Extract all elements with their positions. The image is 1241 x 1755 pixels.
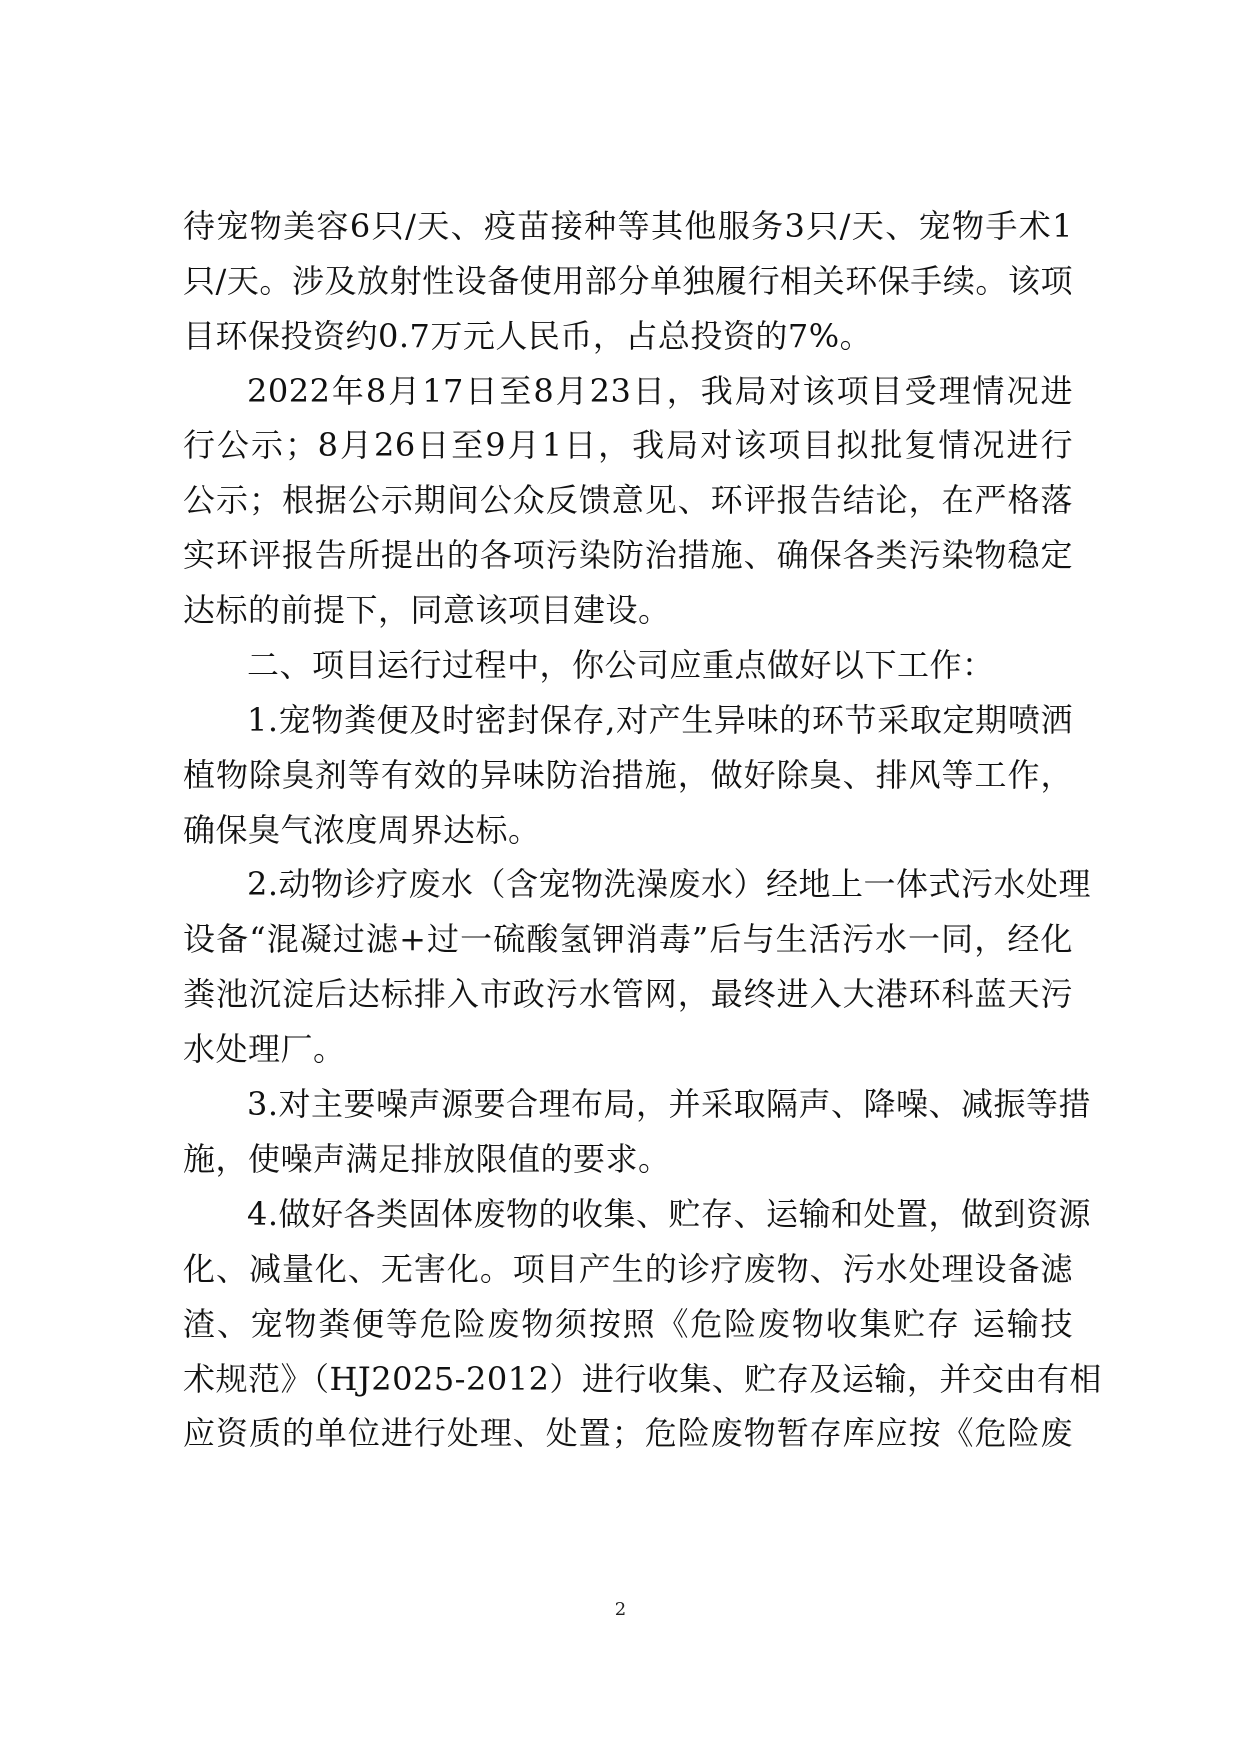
text-line: 行公示；8月26日至9月1日，我局对该项目拟批复情况进行: [183, 426, 1073, 464]
text-line: 2.动物诊疗废水（含宠物洗澡废水）经地上一体式污水处理: [247, 865, 1092, 903]
text-line: 2022年8月17日至8月23日，我局对该项目受理情况进: [247, 372, 1073, 410]
text-line: 应资质的单位进行处理、处置；危险废物暂存库应按《危险废: [183, 1414, 1073, 1452]
text-line: 3.对主要噪声源要合理布局，并采取隔声、降噪、减振等措: [247, 1085, 1092, 1123]
text-line: 水处理厂。: [183, 1030, 346, 1068]
text-line: 渣、宠物粪便等危险废物须按照《危险废物收集贮存 运输技: [183, 1305, 1073, 1343]
text-line: 化、减量化、无害化。项目产生的诊疗废物、污水处理设备滤: [183, 1250, 1073, 1288]
text-line: 1.宠物粪便及时密封保存,对产生异味的环节采取定期喷洒: [247, 701, 1073, 739]
text-line: 公示；根据公示期间公众反馈意见、环评报告结论，在严格落: [183, 481, 1073, 519]
text-line: 只/天。涉及放射性设备使用部分单独履行相关环保手续。该项: [183, 262, 1073, 300]
text-line: 4.做好各类固体废物的收集、贮存、运输和处置，做到资源: [247, 1195, 1092, 1233]
text-line: 确保臭气浓度周界达标。: [183, 811, 541, 849]
section-heading: 二、项目运行过程中，你公司应重点做好以下工作：: [247, 646, 995, 684]
text-line: 目环保投资约0.7万元人民币，占总投资的7%。: [183, 317, 873, 355]
text-line: 术规范》（HJ2025-2012）进行收集、贮存及运输，并交由有相: [183, 1360, 1102, 1398]
text-line: 设备“混凝过滤+过一硫酸氢钾消毒”后与生活污水一同，经化: [183, 920, 1073, 958]
text-line: 植物除臭剂等有效的异味防治措施，做好除臭、排风等工作，: [183, 756, 1073, 794]
text-line: 施，使噪声满足排放限值的要求。: [183, 1140, 671, 1178]
text-line: 达标的前提下，同意该项目建设。: [183, 591, 671, 629]
page-number: 2: [614, 1599, 627, 1620]
text-line: 粪池沉淀后达标排入市政污水管网，最终进入大港环科蓝天污: [183, 975, 1073, 1013]
text-line: 待宠物美容6只/天、疫苗接种等其他服务3只/天、宠物手术1: [183, 207, 1073, 245]
text-line: 实环评报告所提出的各项污染防治措施、确保各类污染物稳定: [183, 536, 1073, 574]
